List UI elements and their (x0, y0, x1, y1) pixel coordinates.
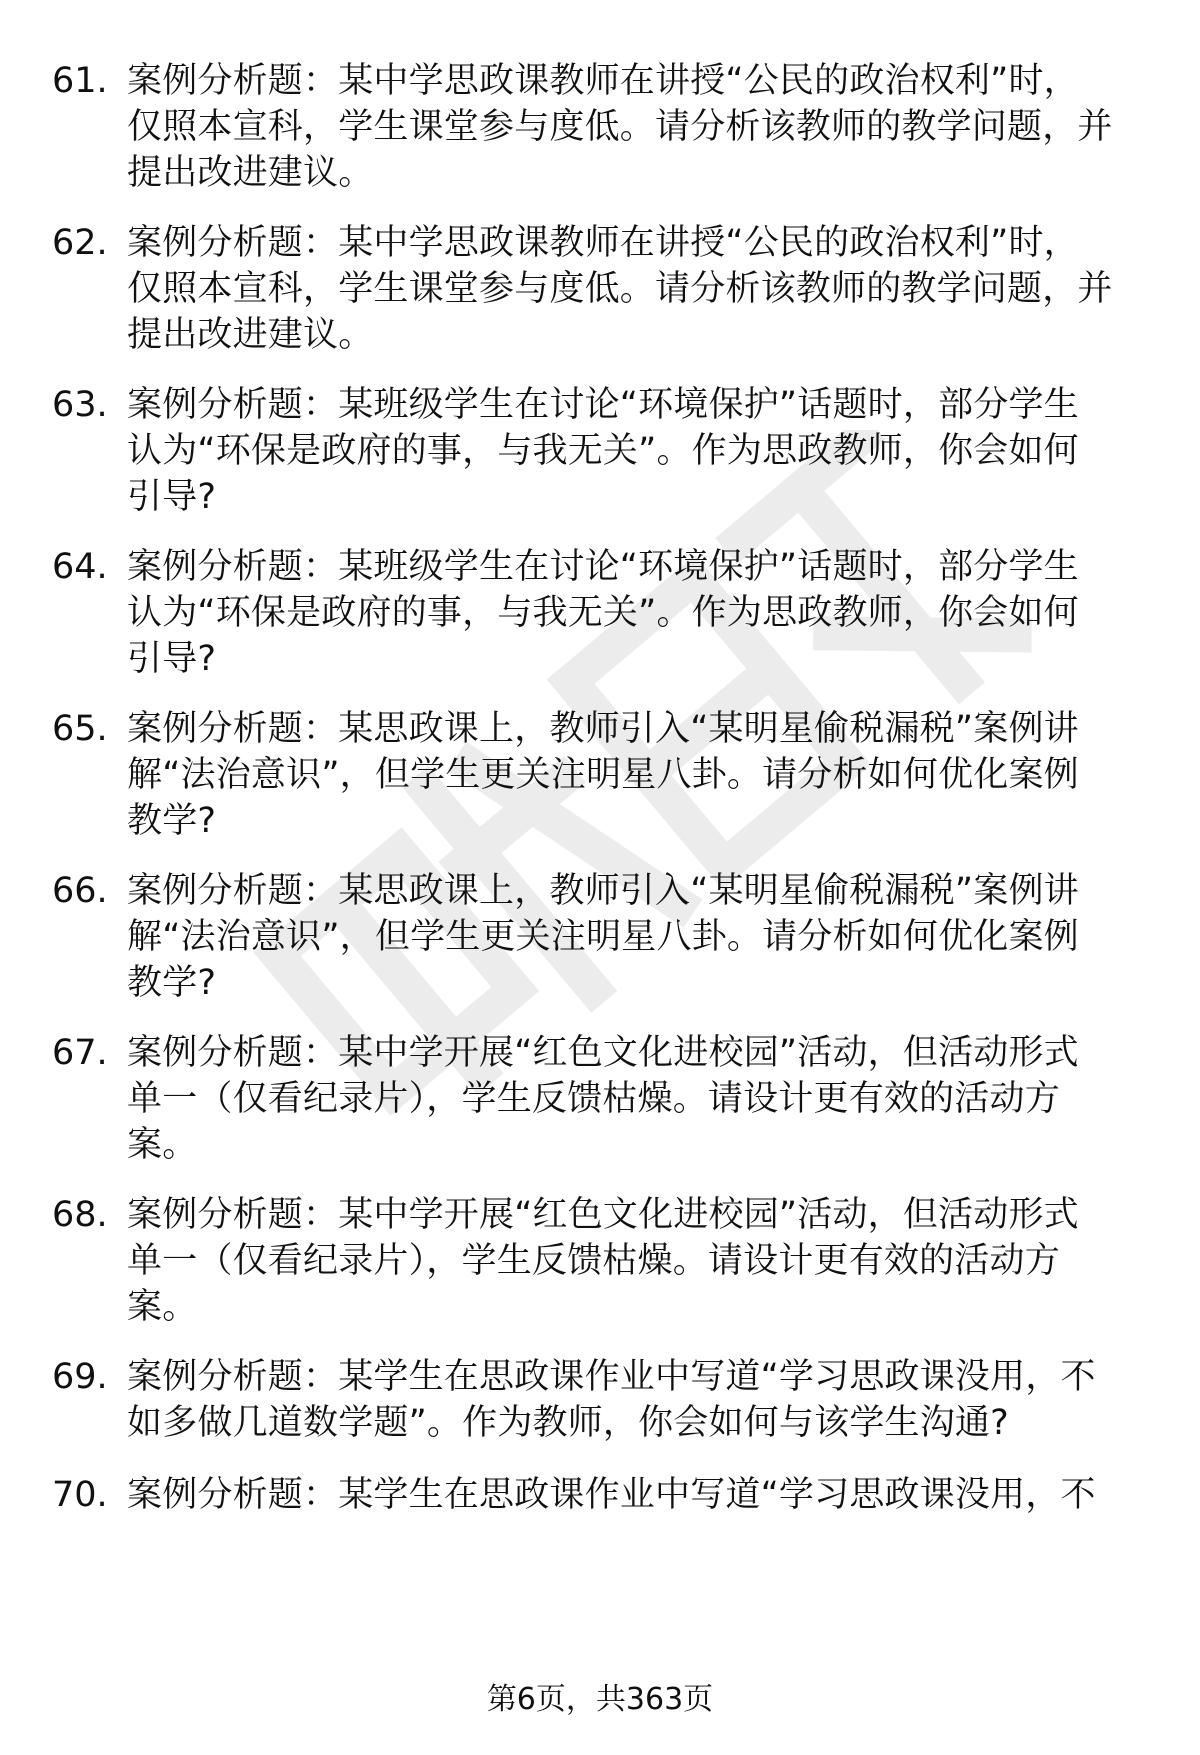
question-line: 解“法治意识”，但学生更关注明星八卦。请分析如何优化案例 (127, 917, 1079, 957)
question-line: 案例分析题：某班级学生在讨论“环境保护”话题时，部分学生 (127, 547, 1079, 587)
question-text (127, 1030, 1137, 1168)
page-footer (0, 1680, 1200, 1720)
question-text (127, 220, 1137, 358)
question-text (127, 58, 1137, 196)
question-line: 引导? (127, 639, 217, 679)
question-number: 66. (52, 871, 108, 911)
question-line: 案例分析题：某思政课上，教师引入“某明星偷税漏税”案例讲 (127, 871, 1079, 911)
question-number: 64. (52, 547, 108, 587)
question-line: 解“法治意识”，但学生更关注明星八卦。请分析如何优化案例 (127, 755, 1079, 795)
question-line: 案例分析题：某中学开展“红色文化进校园”活动，但活动形式 (127, 1033, 1079, 1073)
question-number: 62. (52, 223, 108, 263)
question-number: 63. (52, 385, 108, 425)
question-number: 70. (52, 1475, 108, 1515)
question-line: 案例分析题：某学生在思政课作业中写道“学习思政课没用，不 (127, 1475, 1096, 1515)
question-text (127, 868, 1137, 1006)
question-text (127, 382, 1137, 520)
question-line: 教学? (127, 801, 217, 841)
question-line: 单一（仅看纪录片），学生反馈枯燥。请设计更有效的活动方 (127, 1241, 1060, 1281)
question-number: 61. (52, 61, 108, 101)
question-number: 67. (52, 1033, 108, 1073)
question-text (127, 1472, 1137, 1518)
question-line: 案例分析题：某中学开展“红色文化进校园”活动，但活动形式 (127, 1195, 1079, 1235)
question-line: 认为“环保是政府的事，与我无关”。作为思政教师，你会如何 (127, 593, 1079, 633)
question-line: 案。 (127, 1287, 198, 1327)
question-line: 单一（仅看纪录片），学生反馈枯燥。请设计更有效的活动方 (127, 1079, 1060, 1119)
question-text (127, 1354, 1137, 1446)
question-text (127, 544, 1137, 682)
question-line: 提出改进建议。 (127, 315, 374, 355)
question-line: 仅照本宣科，学生课堂参与度低。请分析该教师的教学问题，并 (127, 107, 1113, 147)
page-number-label: 第6页，共363页 (486, 1682, 714, 1717)
question-line: 案。 (127, 1125, 198, 1165)
question-number: 68. (52, 1195, 108, 1235)
question-text (127, 1192, 1137, 1330)
question-line: 案例分析题：某学生在思政课作业中写道“学习思政课没用，不 (127, 1357, 1096, 1397)
question-line: 案例分析题：某思政课上，教师引入“某明星偷税漏税”案例讲 (127, 709, 1079, 749)
question-line: 案例分析题：某中学思政课教师在讲授“公民的政治权利”时， (127, 223, 1079, 263)
question-line: 如多做几道数学题”。作为教师，你会如何与该学生沟通? (127, 1403, 1009, 1443)
question-line: 案例分析题：某中学思政课教师在讲授“公民的政治权利”时， (127, 61, 1079, 101)
question-number: 65. (52, 709, 108, 749)
question-line: 教学? (127, 963, 217, 1003)
question-line: 提出改进建议。 (127, 153, 374, 193)
question-number: 69. (52, 1357, 108, 1397)
question-line: 引导? (127, 477, 217, 517)
question-line: 认为“环保是政府的事，与我无关”。作为思政教师，你会如何 (127, 431, 1079, 471)
question-line: 案例分析题：某班级学生在讨论“环境保护”话题时，部分学生 (127, 385, 1079, 425)
question-line: 仅照本宣科，学生课堂参与度低。请分析该教师的教学问题，并 (127, 269, 1113, 309)
question-text (127, 706, 1137, 844)
